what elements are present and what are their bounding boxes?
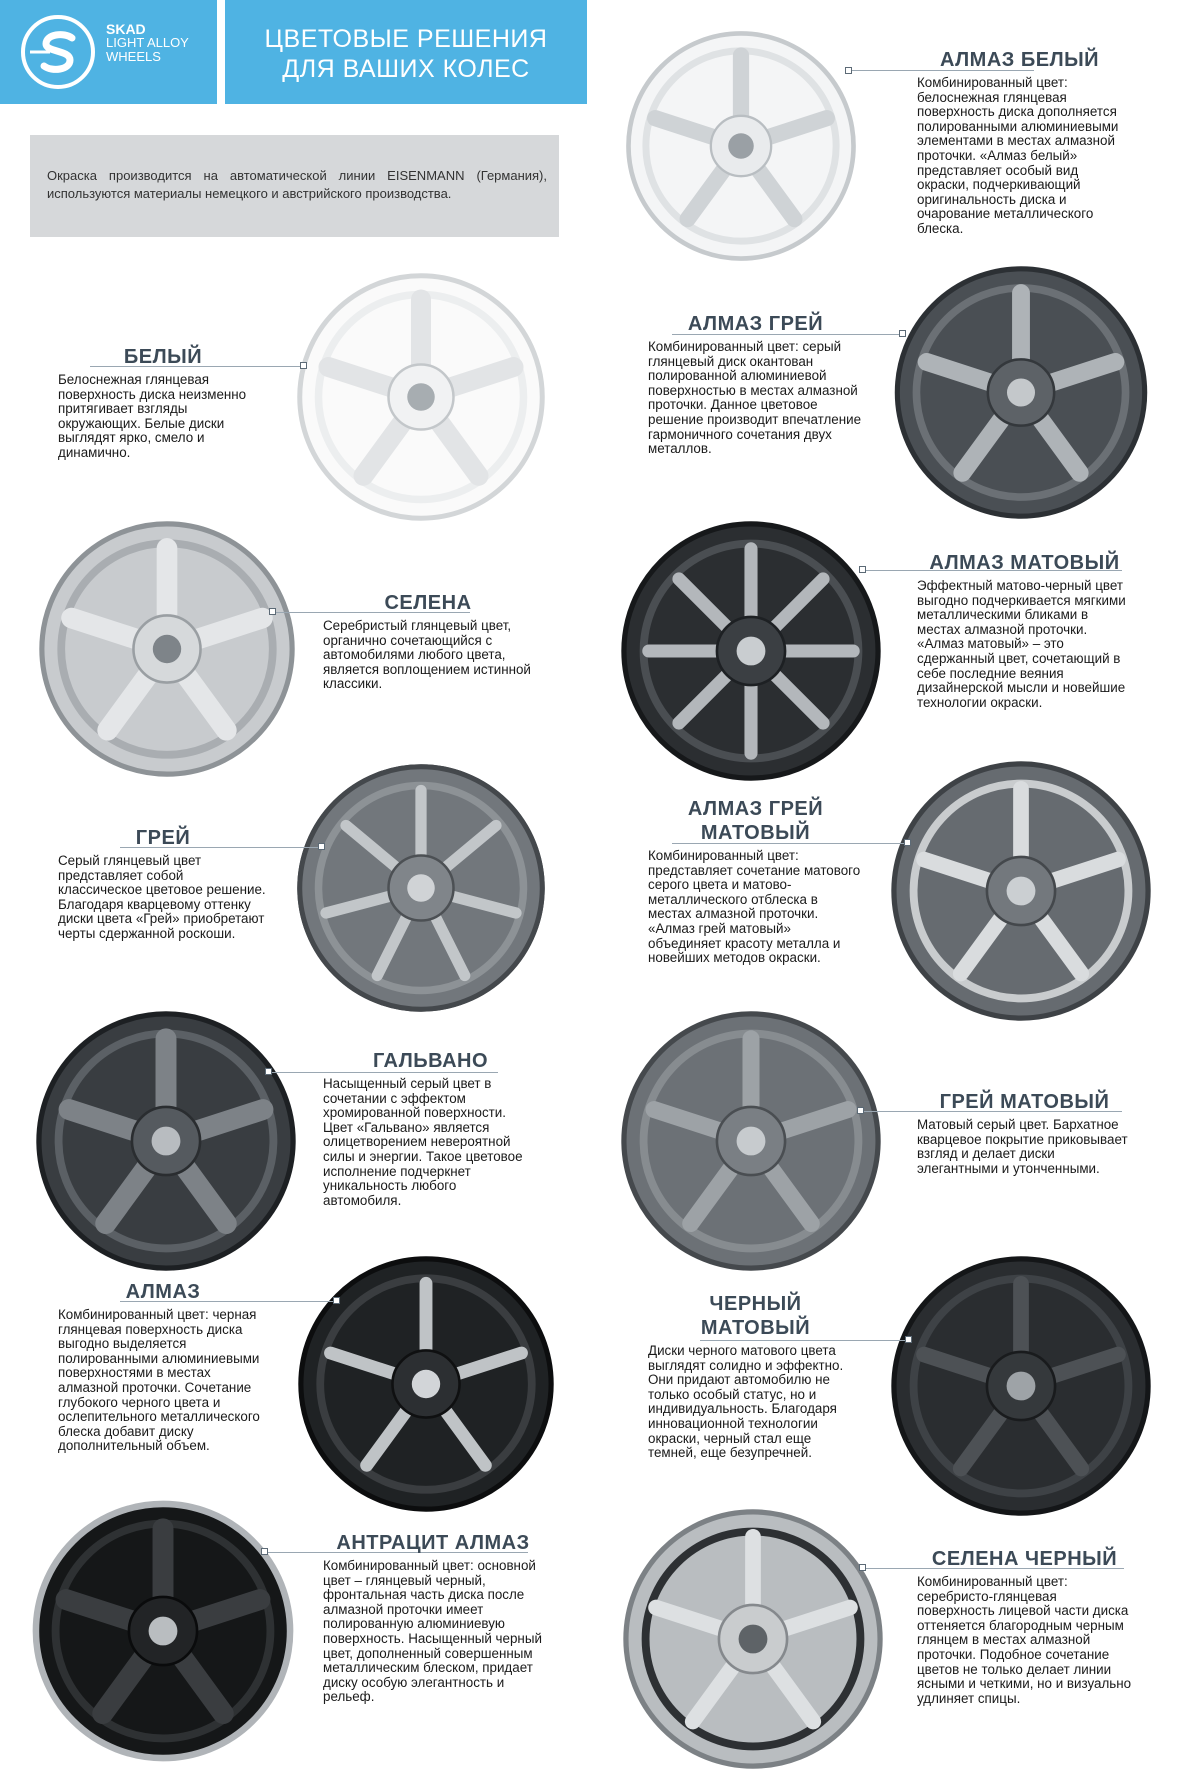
wheel-black-matte — [890, 1255, 1152, 1517]
wheel-almaz — [297, 1255, 555, 1513]
finish-title — [648, 1292, 863, 1340]
finish-title: ГРЕЙ МАТОВЫЙ — [939, 1091, 1110, 1113]
intro-note — [30, 135, 559, 237]
wheel-selena-black — [622, 1508, 884, 1770]
wheel-grey-matte — [620, 1010, 882, 1272]
connector-dot — [318, 843, 325, 850]
page-title-line1: ЦВЕТОВЫЕ РЕШЕНИЯ — [264, 25, 548, 53]
wheel-anthracite-almaz-icon — [32, 1500, 294, 1762]
wheel-almaz-grey-icon — [890, 265, 1152, 520]
finish-desc: Насыщенный серый цвет в сочетании с эффектом хромированной поверхности. Цвет «Гальвано» является олицетворением невероятной силы и энергии. Такое цветовое исполнение подчеркнет уникальность любого автомобиля. — [323, 1076, 523, 1208]
finish-title: СЕЛЕНА — [384, 592, 472, 614]
wheel-almaz-grey-matte — [890, 760, 1152, 1022]
wheel-almaz-icon — [297, 1255, 555, 1513]
finish-title-line1: ЧЕРНЫЙ — [709, 1293, 802, 1315]
logo-line1: LIGHT ALLOY — [106, 35, 189, 50]
finish-title: ГАЛЬВАНО — [372, 1050, 489, 1072]
finish-desc: Диски черного матового цвета выглядят солидно и эффектно. Они придают автомобилю не только особый статус, но и индивидуальность. Благодаря инновационной технологии окраски, черный стал еще темней, еще безупречней. — [648, 1343, 844, 1461]
connector-dot — [300, 362, 307, 369]
finish-title-line1: АЛМАЗ ГРЕЙ — [687, 798, 824, 820]
connector-dot — [845, 67, 852, 74]
wheel-anthracite-almaz — [32, 1500, 294, 1762]
connector-dot — [857, 1107, 864, 1114]
connector-dot — [269, 608, 276, 615]
finish-desc: Комбинированный цвет: основной цвет – глянцевый черный, фронтальная часть диска после алмазной проточки имеет полированную алюминиевую поверхность. Насыщенный черный цвет, дополненный совершенным металлическим блеском, придает диску особую элегантность и рельеф. — [323, 1558, 542, 1705]
finish-title: ГРЕЙ — [135, 827, 191, 849]
wheel-selena-icon — [38, 518, 296, 780]
wheel-almaz-white-icon — [625, 30, 857, 262]
finish-title: БЕЛЫЙ — [123, 346, 203, 368]
finish-desc: Комбинированный цвет: представляет сочетание матового серого цвета и матово-металлического отблеска в местах алмазной проточки. «Алмаз грей матовый» объединяет красоту металла и новейших методов окраски. — [648, 848, 861, 966]
finish-desc: Эффектный матово-черный цвет выгодно подчеркивается мягкими металлическими бликами в местах алмазной проточки. «Алмаз матовый» – это сдержанный цвет, сочетающий в себе последние веяния дизайнерской мысли и новейшие технологии окраски. — [917, 578, 1126, 710]
finish-title-line2: МАТОВЫЙ — [700, 822, 811, 844]
wheel-white-icon — [290, 272, 552, 522]
connector-dot — [265, 1068, 272, 1075]
logo-brand: SKAD — [106, 21, 146, 37]
wheel-black-matte-icon — [890, 1255, 1152, 1517]
finish-almaz-grey-matte — [648, 797, 863, 966]
wheel-galvano-icon — [35, 1010, 297, 1272]
finish-title-line2: МАТОВЫЙ — [700, 1317, 811, 1339]
wheel-grey — [290, 763, 552, 1013]
finish-desc: Серый глянцевый цвет представляет собой классическое цветовое решение. Благодаря кварцевому оттенку диски цвета «Грей» приобретают черты сдержанной роскоши. — [58, 853, 266, 941]
wheel-grey-icon — [290, 763, 552, 1013]
finish-title — [648, 797, 863, 845]
finish-almaz — [58, 1280, 268, 1454]
finish-title: АЛМАЗ БЕЛЫЙ — [939, 49, 1100, 71]
finish-title: АЛМАЗ — [125, 1281, 201, 1303]
logo-panel — [0, 0, 217, 104]
connector-dot — [261, 1548, 268, 1555]
logo-text — [106, 22, 189, 64]
finish-grey — [58, 826, 268, 942]
connector-dot — [859, 1564, 866, 1571]
wheel-grey-matte-icon — [620, 1010, 882, 1272]
finish-desc: Комбинированный цвет: черная глянцевая поверхность диска выгодно выделяется полированными алюминиевыми поверхностями в местах алмазной проточки. Сочетание глубокого черного цвета и ослепительного металлического блеска добавит диску дополнительный объем. — [58, 1307, 260, 1454]
finish-almaz-white — [917, 48, 1132, 237]
finish-black-matte — [648, 1292, 863, 1461]
wheel-selena — [38, 518, 296, 780]
page-title-line2: ДЛЯ ВАШИХ КОЛЕС — [282, 55, 530, 83]
wheel-selena-black-icon — [622, 1508, 884, 1770]
finish-title: АНТРАЦИТ АЛМАЗ — [336, 1532, 530, 1554]
connector-dot — [859, 566, 866, 573]
finish-desc: Матовый серый цвет. Бархатное кварцевое покрытие приковывает взгляд и делает диски элегантными и утонченными. — [917, 1117, 1128, 1176]
finish-almaz-grey — [648, 312, 863, 457]
finish-grey-matte — [917, 1090, 1132, 1176]
finish-white — [58, 345, 268, 461]
wheel-almaz-white — [625, 30, 857, 262]
finish-title: АЛМАЗ ГРЕЙ — [687, 313, 824, 335]
logo-line2: WHEELS — [106, 49, 161, 64]
finish-desc: Комбинированный цвет: серебристо-глянцевая поверхность лицевой части диска оттеняется благородным черным глянцем в местах алмазной проточки. Подобное сочетание цветов не только делает линии ясными и четкими, но и визуально удлиняет спицы. — [917, 1574, 1132, 1706]
wheel-white — [290, 272, 552, 522]
finish-selena-black — [917, 1547, 1132, 1706]
connector-dot — [904, 839, 911, 846]
wheel-almaz-matte — [620, 520, 882, 782]
wheel-almaz-grey-matte-icon — [890, 760, 1152, 1022]
intro-text: Окраска производится на автоматической линии EISENMANN (Германия), используются материалы немецкого и австрийского производства. — [47, 168, 547, 201]
connector-dot — [899, 330, 906, 337]
wheel-almaz-grey — [890, 265, 1152, 520]
connector-dot — [333, 1297, 340, 1304]
title-panel — [225, 0, 587, 104]
finish-selena — [323, 591, 533, 692]
finish-desc: Серебристый глянцевый цвет, органично сочетающийся с автомобилями любого цвета, является воплощением истинной классики. — [323, 618, 531, 692]
finish-title: АЛМАЗ МАТОВЫЙ — [929, 552, 1120, 574]
finish-galvano — [323, 1049, 538, 1208]
skad-logo-icon — [20, 14, 96, 90]
wheel-almaz-matte-icon — [620, 520, 882, 782]
connector-dot — [905, 1336, 912, 1343]
finish-desc: Комбинированный цвет: белоснежная глянцевая поверхность диска дополняется полированными алюминиевыми элементами в местах алмазной проточки. «Алмаз белый» представляет особый вид окраски, подчеркивающий оригинальность диска и очарование металлического блеска. — [917, 75, 1119, 236]
finish-anthracite-almaz — [323, 1531, 543, 1705]
finish-title: СЕЛЕНА ЧЕРНЫЙ — [931, 1548, 1118, 1570]
finish-desc: Белоснежная глянцевая поверхность диска неизменно притягивает взгляды окружающих. Белые диски выглядят ярко, смело и динамично. — [58, 372, 247, 460]
finish-desc: Комбинированный цвет: серый глянцевый диск окантован полированной алюминиевой поверхностью в местах алмазной проточки. Данное цветовое решение производит впечатление гармоничного сочетания двух металлов. — [648, 339, 862, 457]
page-title — [225, 24, 587, 84]
wheel-galvano — [35, 1010, 297, 1272]
finish-almaz-matte — [917, 551, 1132, 710]
